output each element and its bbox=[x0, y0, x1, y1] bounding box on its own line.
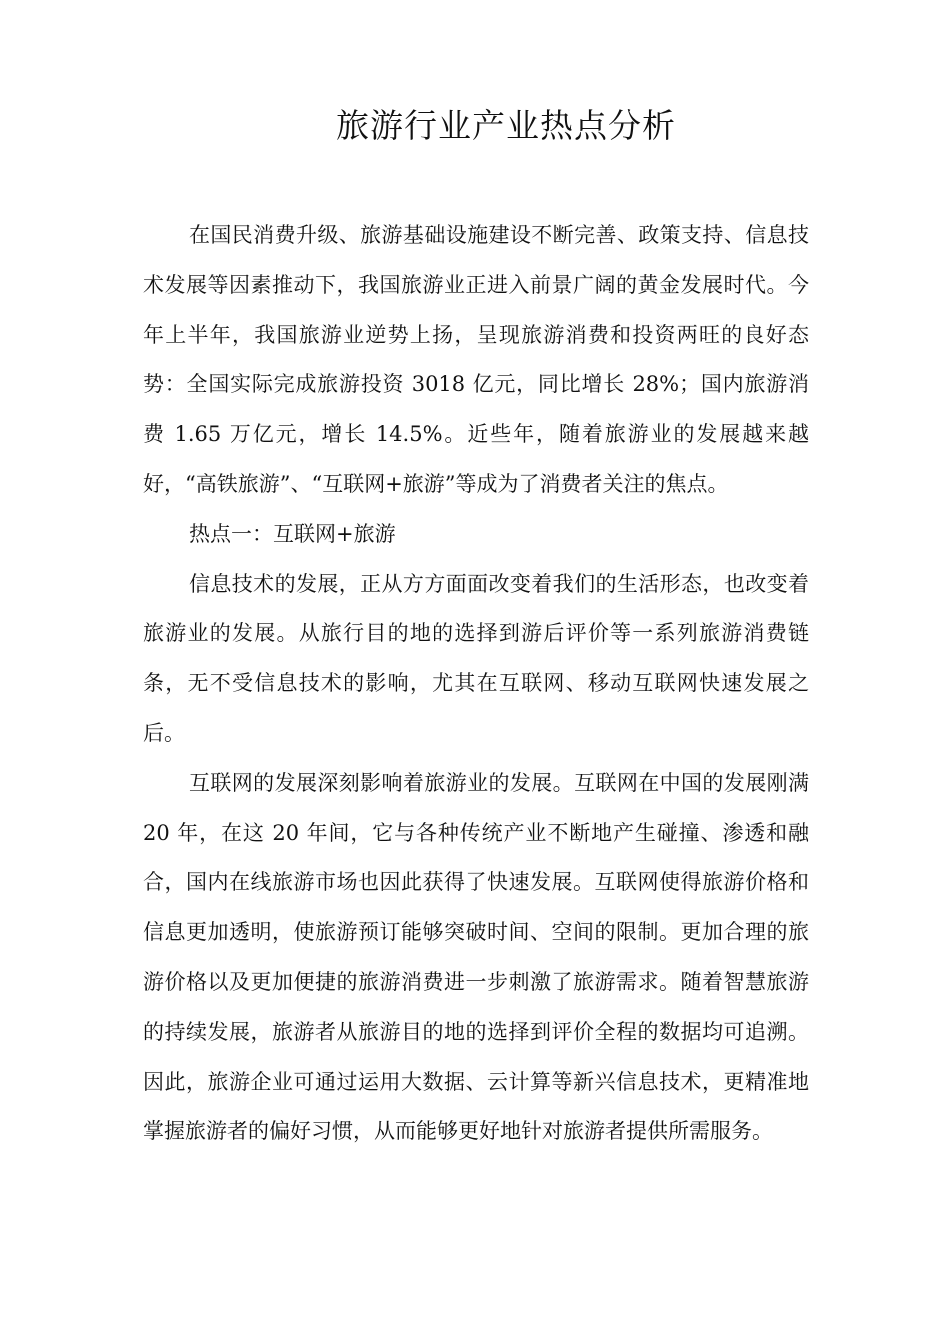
paragraph-intro: 在国民消费升级、旅游基础设施建设不断完善、政策支持、信息技术发展等因素推动下，我国旅游业正进入前景广阔的黄金发展时代。今年上半年，我国旅游业逆势上扬，呈现旅游消费和投资两旺的良好态势：全国实际完成旅游投资 3018 亿元，同比增长 28%；国内旅游消费 1.65 万亿元，增长 14.5%。近些年，随着旅游业的发展越来越好，“高铁旅游”、“互联网+旅游”等成为了消费者关注的焦点。 bbox=[143, 223, 809, 496]
document-title: 旅游行业产业热点分析 bbox=[336, 106, 676, 145]
section-heading-hotspot-one: 热点一：互联网+旅游 bbox=[189, 521, 396, 546]
paragraph-info-tech: 信息技术的发展，正从方方面面改变着我们的生活形态，也改变着旅游业的发展。从旅行目的地的选择到游后评价等一系列旅游消费链条，无不受信息技术的影响，尤其在互联网、移动互联网快速发展之后。 bbox=[143, 571, 809, 745]
document-body bbox=[143, 211, 809, 1157]
paragraph-internet-impact: 互联网的发展深刻影响着旅游业的发展。互联网在中国的发展刚满 20 年，在这 20 年间，它与各种传统产业不断地产生碰撞、渗透和融合，国内在线旅游市场也因此获得了快速发展。互联网使得旅游价格和信息更加透明，使旅游预订能够突破时间、空间的限制。更加合理的旅游价格以及更加便捷的旅游消费进一步刺激了旅游需求。随着智慧旅游的持续发展，旅游者从旅游目的地的选择到评价全程的数据均可追溯。因此，旅游企业可通过运用大数据、云计算等新兴信息技术，更精准地掌握旅游者的偏好习惯，从而能够更好地针对旅游者提供所需服务。 bbox=[143, 770, 809, 1144]
